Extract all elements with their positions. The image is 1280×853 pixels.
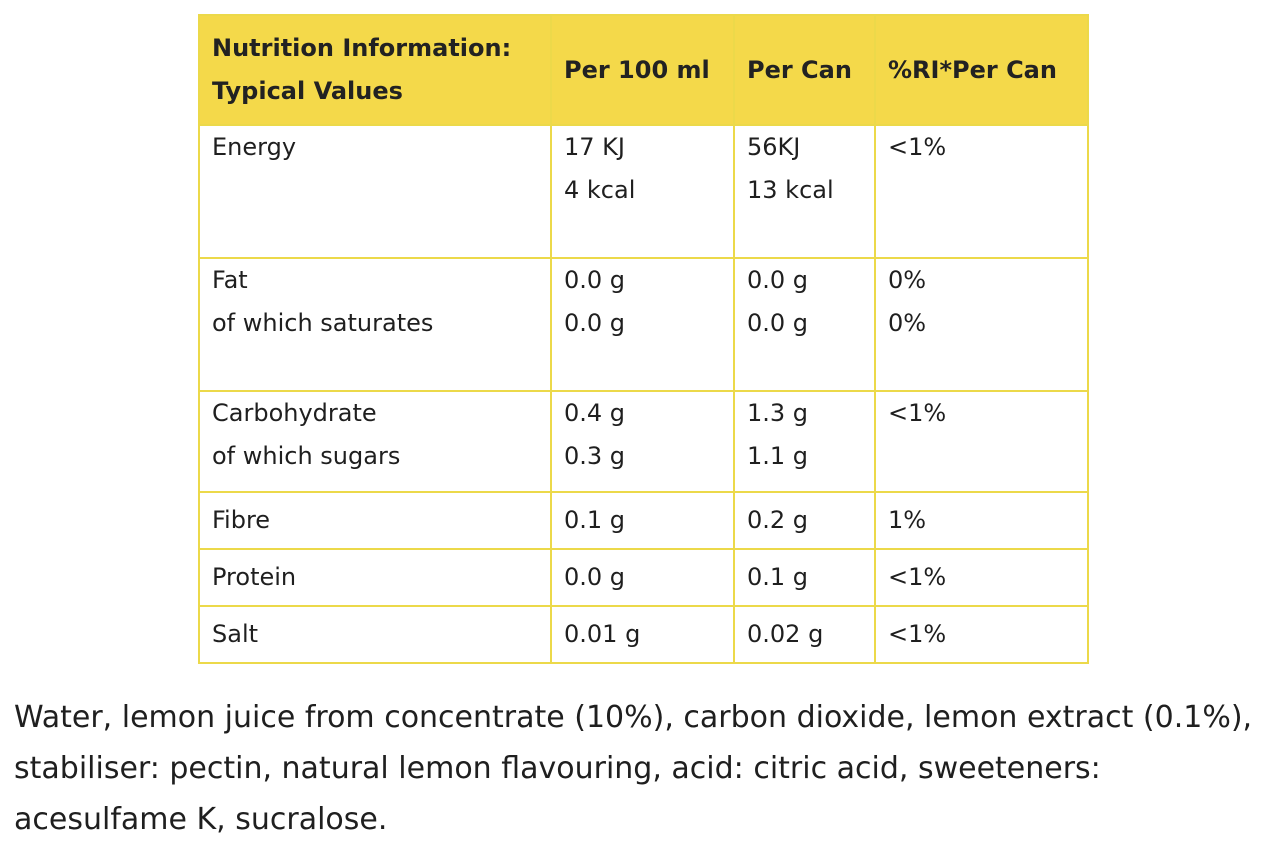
per-can-cell: 0.02 g [734,606,875,663]
ri-cell [875,258,1088,391]
table-row-fat [199,258,1088,391]
nutrient-label [199,125,551,258]
nutrient-label: Fibre [199,492,551,549]
table-row-salt [199,606,1088,663]
per-100ml-cell [551,258,734,391]
per-100ml-cell: 0.01 g [551,606,734,663]
nutrient-label: Protein [199,549,551,606]
per-can-cell [734,391,875,492]
header-per-100ml: Per 100 ml [551,15,734,125]
label-line: of which saturates [212,309,434,337]
per-can-cell [734,258,875,391]
ri-cell: 1% [875,492,1088,549]
header-nutrient [199,15,551,125]
table-row-energy [199,125,1088,258]
header-nutrient-line2: Typical Values [212,77,403,105]
nutrient-label: Salt [199,606,551,663]
label-line: of which sugars [212,442,401,470]
per-100ml-cell: 0.0 g [551,549,734,606]
header-per-can: Per Can [734,15,875,125]
value-line: 0% [888,266,927,294]
nutrient-label [199,391,551,492]
ri-cell: <1% [875,606,1088,663]
per-100ml-cell [551,391,734,492]
label-line: Energy [212,133,297,161]
table-row-fibre [199,492,1088,549]
value-line: 0.4 g [564,399,626,427]
nutrient-label [199,258,551,391]
value-line: 17 KJ [564,133,625,161]
table-row-protein [199,549,1088,606]
ri-cell: <1% [875,549,1088,606]
value-line: 0.0 g [564,309,626,337]
value-line: 13 kcal [747,176,834,204]
per-can-cell: 0.1 g [734,549,875,606]
value-line: 1.1 g [747,442,809,470]
header-ri-per-can: %RI*Per Can [875,15,1088,125]
table-row-carbohydrate [199,391,1088,492]
value-line: 1.3 g [747,399,809,427]
ingredients-text: Water, lemon juice from concentrate (10%), carbon dioxide, lemon extract (0.1%), stabiliser: pectin, natural lemon flavouring, acid: citric acid, sweeteners: acesulfame K, sucralose. [14,700,1253,837]
value-line: 56KJ [747,133,801,161]
value-line: <1% [888,133,947,161]
per-can-cell: 0.2 g [734,492,875,549]
ri-cell [875,125,1088,258]
per-100ml-cell: 0.1 g [551,492,734,549]
label-line: Carbohydrate [212,399,377,427]
value-line: 0.3 g [564,442,626,470]
per-can-cell [734,125,875,258]
value-line: 0.0 g [747,309,809,337]
header-row [199,15,1088,125]
ri-cell [875,391,1088,492]
value-line: 0.0 g [564,266,626,294]
value-line: <1% [888,399,947,427]
per-100ml-cell [551,125,734,258]
label-line: Fat [212,266,248,294]
header-nutrient-line1: Nutrition Information: [212,34,512,62]
nutrition-table [198,14,1089,664]
value-line: 4 kcal [564,176,636,204]
value-line: 0% [888,309,927,337]
value-line: 0.0 g [747,266,809,294]
